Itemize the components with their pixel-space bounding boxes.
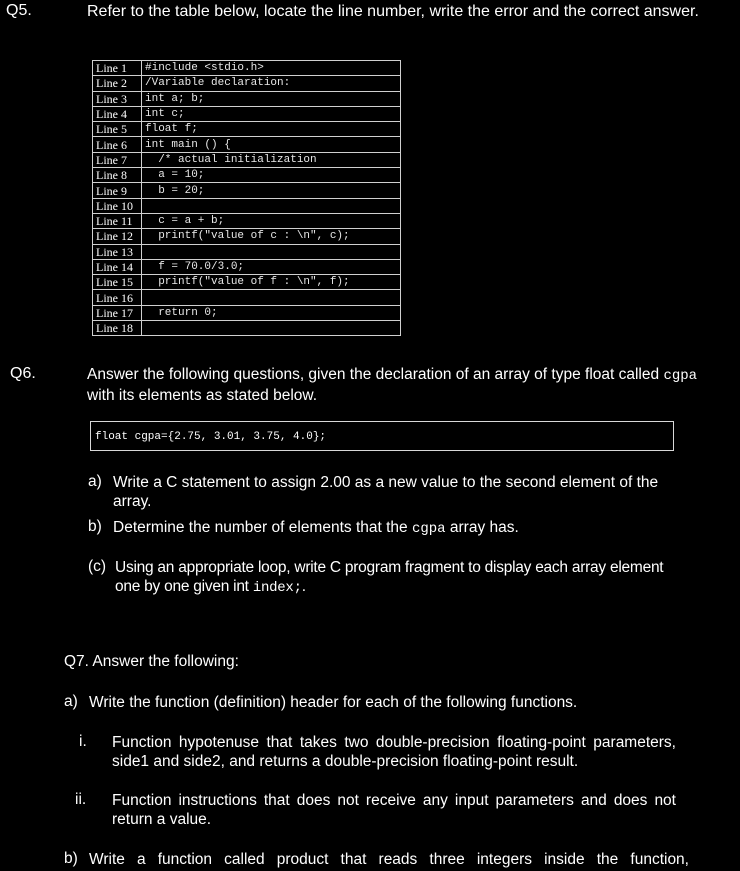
q7a-text: Write the function (definition) header for each of the following functions.: [89, 694, 578, 711]
line-number-cell: Line 14: [93, 259, 142, 274]
q6c-text: [115, 558, 685, 598]
code-cell: [142, 244, 401, 259]
line-number-cell: Line 5: [93, 122, 142, 137]
code-cell: f = 70.0/3.0;: [142, 259, 401, 274]
code-table-row: [93, 152, 401, 167]
q6-number: Q6.: [10, 365, 36, 382]
line-number-cell: Line 1: [93, 61, 142, 76]
q5-question-text: Refer to the table below, locate the line number, write the error and the correct answer.: [87, 3, 699, 20]
q6b-text: [113, 518, 683, 539]
q7aii-text: Function instructions that does not receive any input parameters and does not return a value.: [112, 792, 676, 828]
q7ai-label: i.: [79, 733, 87, 750]
q7a-label: a): [64, 693, 78, 710]
line-number-cell: Line 8: [93, 168, 142, 183]
code-table-row: [93, 61, 401, 76]
code-cell: int main () {: [142, 137, 401, 152]
q7b-label: b): [64, 850, 78, 867]
q7ai-text: Function hypotenuse that takes two double-precision floating-point parameters, side1 and side2, and returns a double-precision floating-point result.: [112, 734, 676, 770]
line-number-cell: Line 9: [93, 183, 142, 198]
code-table-row: [93, 91, 401, 106]
code-table-row: [93, 198, 401, 213]
code-cell: c = a + b;: [142, 213, 401, 228]
code-cell: printf("value of c : \n", c);: [142, 229, 401, 244]
q6c-text-part1: Using an appropriate loop, write C program fragment to display each array element one by one given int: [115, 559, 664, 595]
q6b-text-part1: Determine the number of elements that the: [113, 519, 412, 536]
line-number-cell: Line 16: [93, 290, 142, 305]
code-table-row: [93, 229, 401, 244]
code-table-row: [93, 76, 401, 91]
code-table-row: [93, 305, 401, 320]
q5-number: Q5.: [6, 2, 32, 19]
code-table: [92, 60, 401, 336]
q6b-label: b): [88, 518, 102, 535]
q6-question-text: [87, 365, 707, 405]
code-table-row: [93, 122, 401, 137]
q6-text-code: cgpa: [663, 368, 698, 384]
q6-text-part1: Answer the following questions, given the declaration of an array of type float called: [87, 366, 660, 383]
code-cell: float f;: [142, 122, 401, 137]
code-cell: [142, 198, 401, 213]
code-cell: int c;: [142, 106, 401, 121]
code-table-row: [93, 321, 401, 336]
code-table-row: [93, 275, 401, 290]
q7-title: Q7. Answer the following:: [64, 653, 239, 670]
code-table-row: [93, 137, 401, 152]
q6-text-part2: with its elements as stated below.: [87, 387, 318, 404]
code-cell: printf("value of f : \n", f);: [142, 275, 401, 290]
code-table-row: [93, 183, 401, 198]
code-table-body: [93, 61, 401, 336]
code-cell: int a; b;: [142, 91, 401, 106]
line-number-cell: Line 2: [93, 76, 142, 91]
q7b-text: Write a function called product that reads three integers inside the function,: [89, 851, 689, 868]
code-cell: b = 20;: [142, 183, 401, 198]
code-table-row: [93, 259, 401, 274]
code-table-row: [93, 244, 401, 259]
line-number-cell: Line 18: [93, 321, 142, 336]
code-cell: /Variable declaration:: [142, 76, 401, 91]
code-cell: [142, 321, 401, 336]
q6b-text-part2: array has.: [445, 519, 519, 536]
code-cell: /* actual initialization: [142, 152, 401, 167]
line-number-cell: Line 12: [93, 229, 142, 244]
q6b-text-code: cgpa: [411, 521, 446, 537]
line-number-cell: Line 11: [93, 213, 142, 228]
line-number-cell: Line 4: [93, 106, 142, 121]
q6c-text-part2: .: [301, 578, 306, 595]
line-number-cell: Line 6: [93, 137, 142, 152]
code-table-row: [93, 290, 401, 305]
q6c-label: (c): [88, 558, 107, 575]
code-cell: a = 10;: [142, 168, 401, 183]
line-number-cell: Line 15: [93, 275, 142, 290]
code-table-row: [93, 168, 401, 183]
code-cell: return 0;: [142, 305, 401, 320]
line-number-cell: Line 10: [93, 198, 142, 213]
q7aii-label: ii.: [75, 791, 87, 808]
line-number-cell: Line 3: [93, 91, 142, 106]
code-cell: [142, 290, 401, 305]
q6c-text-code: index;: [252, 580, 302, 596]
line-number-cell: Line 7: [93, 152, 142, 167]
line-number-cell: Line 17: [93, 305, 142, 320]
code-table-row: [93, 106, 401, 121]
code-table-row: [93, 213, 401, 228]
line-number-cell: Line 13: [93, 244, 142, 259]
code-cell: #include <stdio.h>: [142, 61, 401, 76]
q6a-text: Write a C statement to assign 2.00 as a new value to the second element of the array.: [113, 474, 659, 510]
q6a-label: a): [88, 473, 102, 490]
array-declaration-box: float cgpa={2.75, 3.01, 3.75, 4.0};: [90, 421, 674, 451]
